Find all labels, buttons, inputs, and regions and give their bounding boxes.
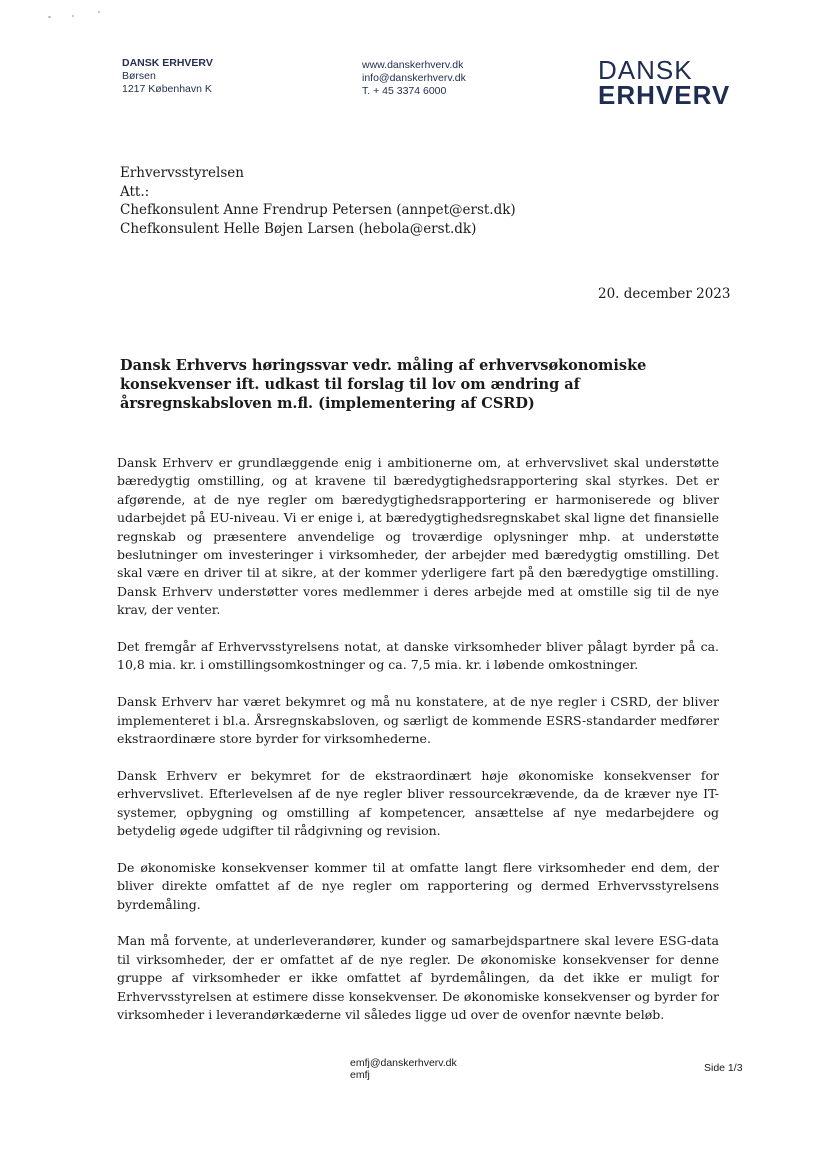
- recipient-person-2: Chefkonsulent Helle Bøjen Larsen (hebola@erst.dk): [120, 220, 477, 237]
- sender-address: [122, 57, 213, 96]
- letter-date: 20. december 2023: [598, 286, 731, 302]
- paragraph: Dansk Erhverv er grundlæggende enig i ambitionerne om, at erhvervslivet skal understøtte bæredygtig omstilling, og at kravene til bæredygtighedsrapportering skal styrkes. Det er afgørende, at de nye regler om bæredygtighedsrapportering er harmoniserede og bliver udarbejdet på EU-niveau. Vi er enige i, at bæredygtighedsregnskabet skal ligne det finansielle regnskab og præsentere anvendelige og troværdige oplysninger mhp. at understøtte beslutninger om investeringer i virksomheder, der arbejder med bæredygtig omstilling. Det skal være en driver til at sikre, at der kommer yderligere fart på den bæredygtige omstilling. Dansk Erhverv understøtter vores medlemmer i deres arbejde med at omstille sig til de nye krav, der venter.: [117, 455, 719, 618]
- footer-initials: emfj: [350, 1069, 370, 1081]
- paragraph: Dansk Erhverv er bekymret for de ekstraordinært høje økonomiske konsekvenser for erhvervslivet. Efterlevelsen af de nye regler bliver ressourcekrævende, da de kræver nye IT-systemer, opbygning og omstilling af kompetencer, ansættelse af nye medarbejdere og betydelig øgede udgifter til rådgivning og revision.: [117, 767, 719, 839]
- logo-line-1: DANSK: [598, 55, 693, 85]
- footer-contact: [350, 1057, 457, 1081]
- recipient-block: [120, 164, 516, 238]
- paragraph: De økonomiske konsekvenser kommer til at omfatte langt flere virksomheder end dem, der bliver direkte omfattet af de nye regler om rapportering og dermed Erhvervsstyrelsens byrdemåling.: [117, 859, 719, 912]
- phone-number: T. + 45 3374 6000: [362, 85, 447, 97]
- sender-street: Børsen: [122, 70, 156, 82]
- letter-subject: Dansk Erhvervs høringssvar vedr. måling af erhvervsøkonomiske konsekvenser ift. udkast til forslag til lov om ændring af årsregnskabsloven m.fl. (implementering af CSRD): [120, 357, 647, 412]
- recipient-person-1: Chefkonsulent Anne Frendrup Petersen (annpet@erst.dk): [120, 202, 516, 218]
- paragraph: Dansk Erhverv har været bekymret og må nu konstatere, at de nye regler i CSRD, der bliver implementeret i bl.a. Årsregnskabsloven, og særligt de kommende ESRS-standarder medfører ekstraordinære store byrder for virksomhederne.: [117, 694, 719, 747]
- sender-contact: [362, 59, 466, 98]
- scan-speck: [72, 15, 74, 17]
- paragraph: Det fremgår af Erhvervsstyrelsens notat, at danske virksomheder bliver pålagt byrder på ca. 10,8 mia. kr. i omstillingsomkostninger og ca. 7,5 mia. kr. i løbende omkostninger.: [117, 639, 719, 673]
- sender-name: DANSK ERHVERV: [122, 57, 213, 69]
- email-link[interactable]: info@danskerhverv.dk: [362, 72, 466, 84]
- scan-speck: [98, 11, 100, 13]
- letter-body: [117, 454, 719, 1043]
- paragraph: Man må forvente, at underleverandører, kunder og samarbejdspartnere skal levere ESG-data til virksomheder, der er omfattet af de nye regler. De økonomiske konsekvenser for denne gruppe af virksomheder er ikke omfattet af byrdemålingen, da det ikke er muligt for Erhvervsstyrelsen at estimere disse konsekvenser. De økonomiske konsekvenser og byrder for virksomheder i leverandørkæderne vil således ligge ud over de ovenfor nævnte beløb.: [117, 933, 719, 1023]
- scan-speck: [48, 16, 51, 18]
- page-number: Side 1/3: [704, 1062, 743, 1074]
- logo-line-2: ERHVERV: [598, 80, 731, 110]
- recipient-att: Att.:: [120, 183, 150, 200]
- website-link[interactable]: www.danskerhverv.dk: [362, 59, 464, 71]
- sender-city: 1217 København K: [122, 83, 212, 95]
- recipient-org: Erhvervsstyrelsen: [120, 165, 244, 181]
- footer-email[interactable]: emfj@danskerhverv.dk: [350, 1057, 457, 1069]
- dansk-erhverv-logo: [598, 55, 738, 110]
